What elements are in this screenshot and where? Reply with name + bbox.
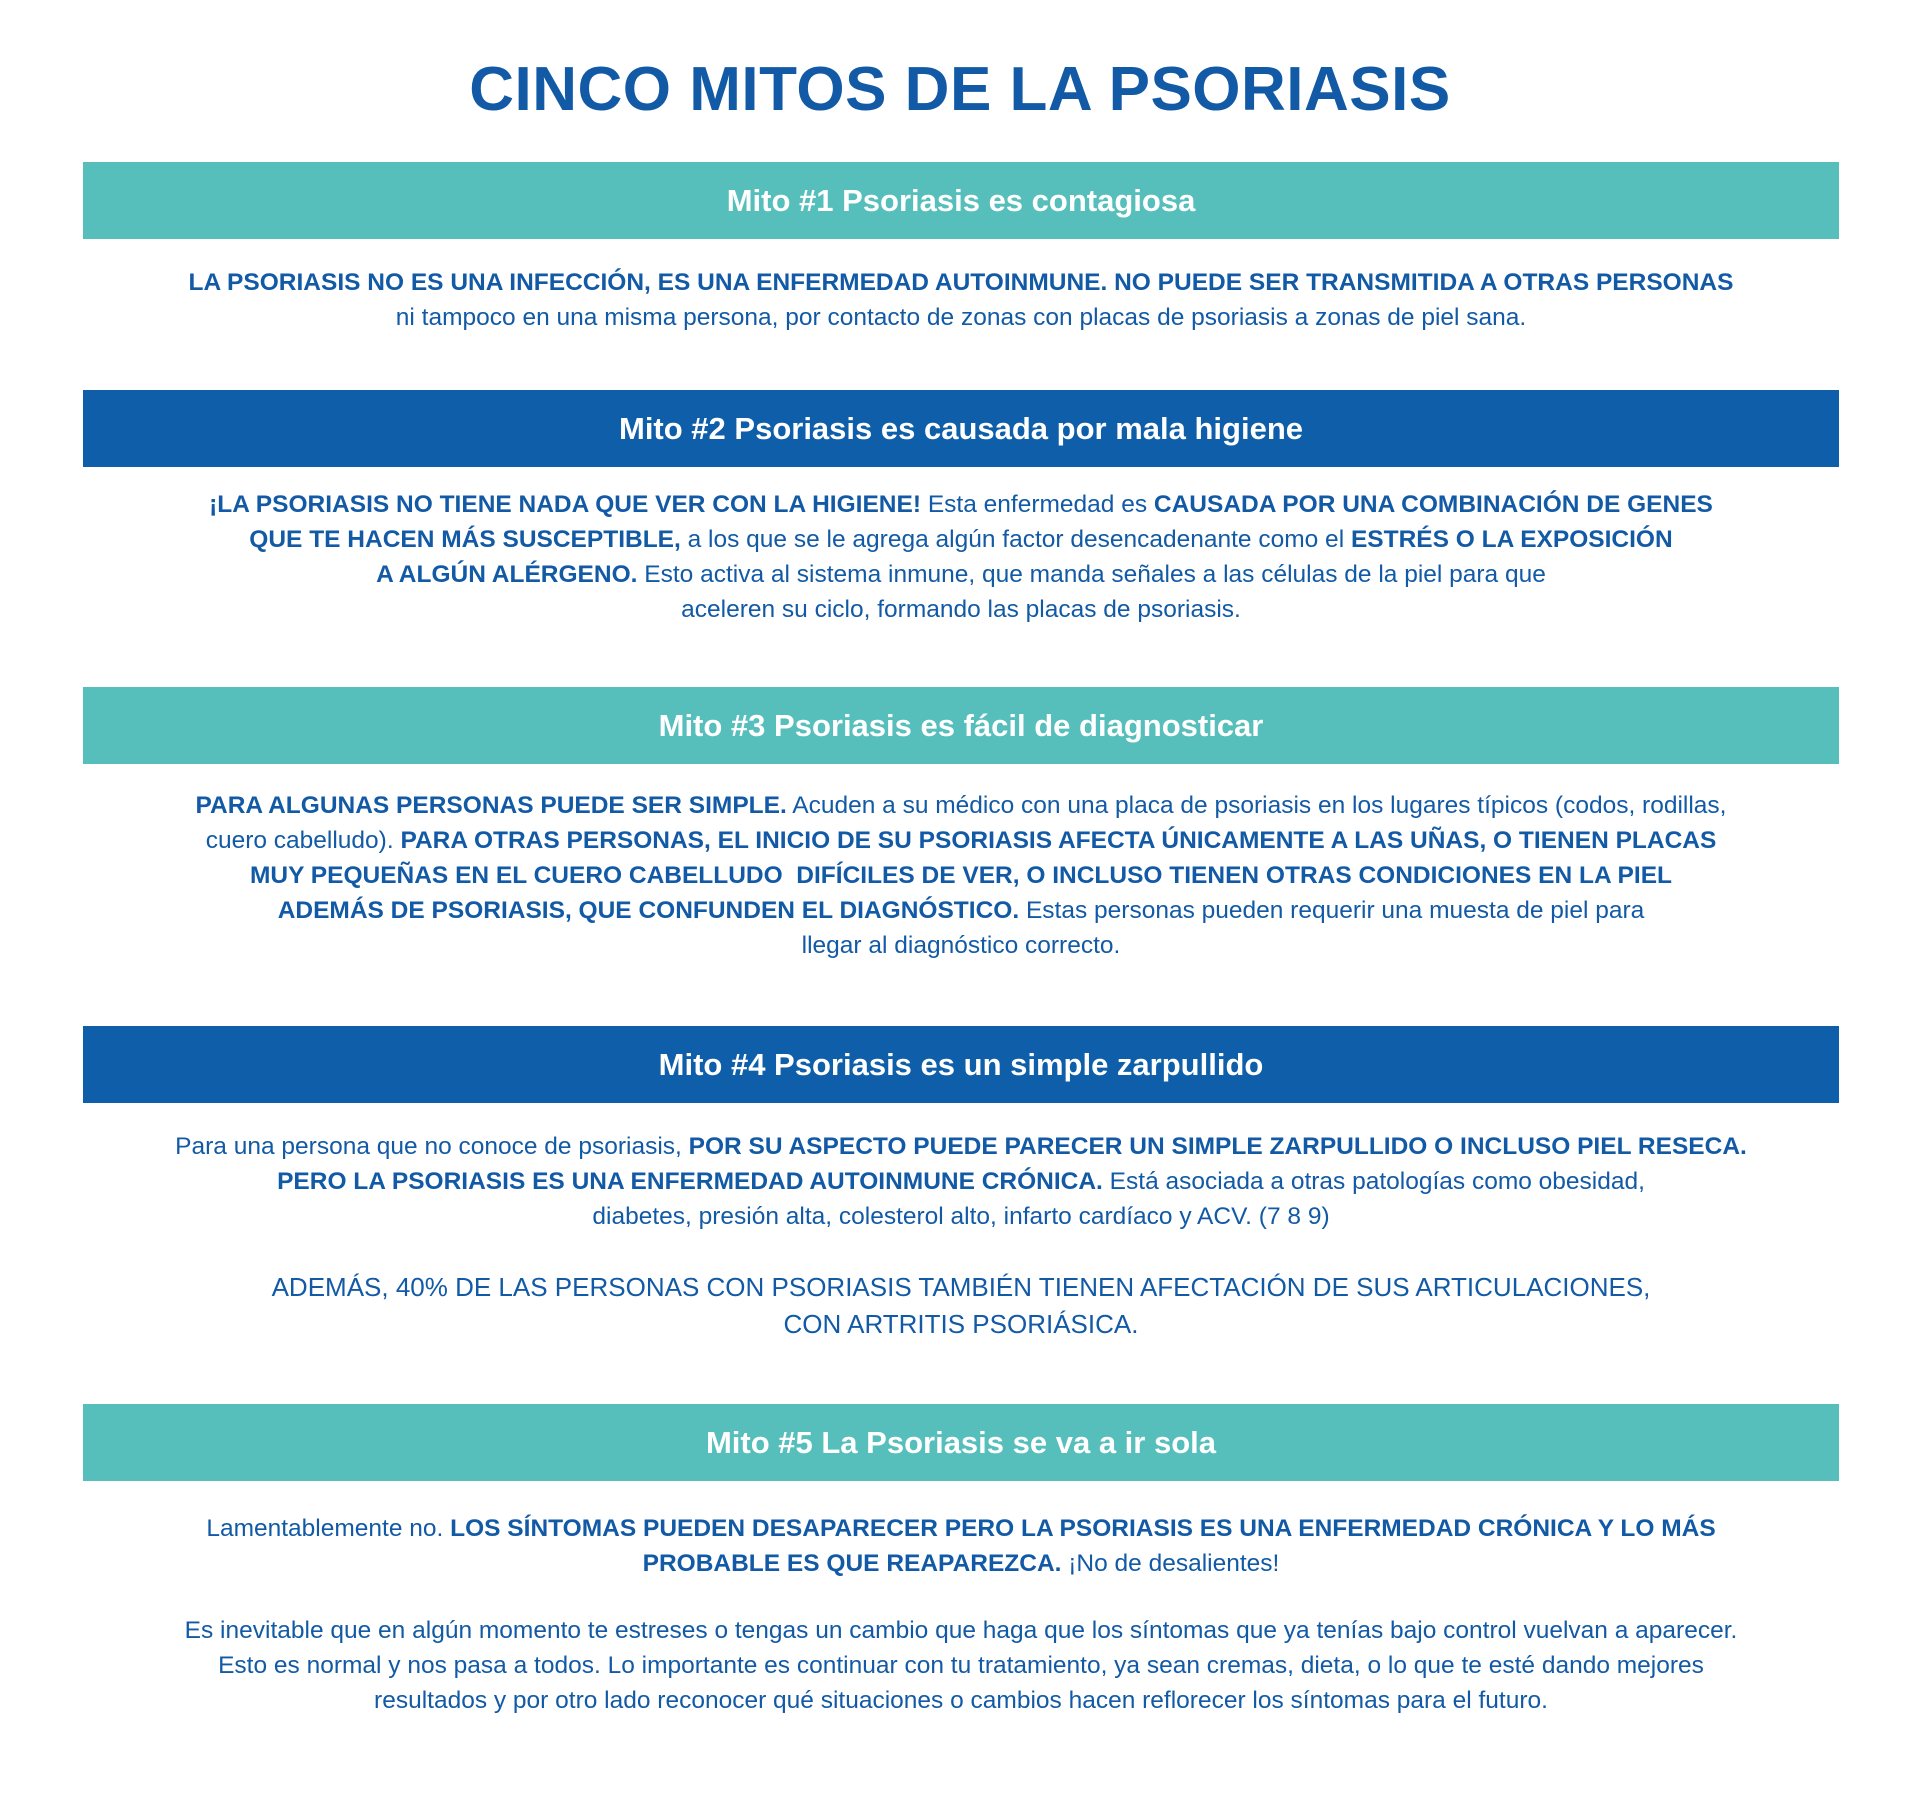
myth-2-header [83, 390, 1839, 467]
myth-3-line-2 [83, 823, 1839, 858]
myth-2-bold-text: CAUSADA POR UNA COMBINACIÓN DE GENES [1153, 491, 1713, 518]
myth-2-line-1 [83, 487, 1839, 522]
myth-4-paragraph-2 [83, 1269, 1839, 1343]
myth-4-text: Para una persona que no conoce de psoriasis, [175, 1133, 689, 1160]
myth-2-bold-text: ¡LA PSORIASIS NO TIENE NADA QUE VER CON LA HIGIENE! [209, 491, 922, 518]
myth-2-line-4 [83, 592, 1839, 627]
myth-5-heading: Mito #5 La Psoriasis se va a ir sola [705, 1424, 1217, 1460]
myth-4-body [83, 1129, 1839, 1234]
myth-5-p2-line-2: Esto es normal y nos pasa a todos. Lo importante es continuar con tu tratamiento, ya sean cremas, dieta, o lo que te esté dando mejores [218, 1652, 1704, 1679]
myth-4-bold-text: PERO LA PSORIASIS ES UNA ENFERMEDAD AUTOINMUNE CRÓNICA. [277, 1168, 1103, 1195]
myth-3-text: llegar al diagnóstico correcto. [801, 932, 1121, 959]
myth-3-bold-text: PARA ALGUNAS PERSONAS PUEDE SER SIMPLE. [195, 792, 787, 819]
myth-3-body [83, 788, 1839, 963]
myth-5-text: Lamentablemente no. [206, 1515, 451, 1542]
myth-2-text: Esto activa al sistema inmune, que manda señales a las células de la piel para que [637, 561, 1546, 588]
myth-3-header [83, 687, 1839, 764]
myth-3-heading: Mito #3 Psoriasis es fácil de diagnosticar [658, 707, 1264, 743]
myth-1-heading: Mito #1 Psoriasis es contagiosa [726, 182, 1196, 218]
myth-2-bold-text: QUE TE HACEN MÁS SUSCEPTIBLE, [249, 526, 681, 553]
myth-5-header [83, 1404, 1839, 1481]
myth-1-text: ni tampoco en una misma persona, por contacto de zonas con placas de psoriasis a zonas de piel sana. [395, 304, 1527, 331]
myth-3-line-5 [83, 928, 1839, 963]
myth-5-body [83, 1511, 1839, 1581]
myth-4-p2-line-2: CON ARTRITIS PSORIÁSICA. [783, 1309, 1139, 1339]
myth-2-text: Esta enfermedad es [921, 491, 1154, 518]
myth-4-text: diabetes, presión alta, colesterol alto, infarto cardíaco y ACV. (7 8 9) [592, 1203, 1330, 1230]
myth-2-bold-text: ESTRÉS O LA EXPOSICIÓN [1350, 526, 1673, 553]
myth-3-text: Acuden a su médico con una placa de psoriasis en los lugares típicos (codos, rodillas, [786, 792, 1727, 819]
myth-2-line-3 [83, 557, 1839, 592]
myth-1-line-2 [83, 300, 1839, 335]
myth-4-line-2 [83, 1164, 1839, 1199]
myth-3-bold-text: ADEMÁS DE PSORIASIS, QUE CONFUNDEN EL DIAGNÓSTICO. [277, 897, 1020, 924]
myth-2-line-2 [83, 522, 1839, 557]
myth-4-line-1 [83, 1129, 1839, 1164]
myth-2-text: a los que se le agrega algún factor desencadenante como el [680, 526, 1351, 553]
myth-5-p2-line-1: Es inevitable que en algún momento te estreses o tengas un cambio que haga que los síntomas que ya tenías bajo control vuelvan a aparecer. [184, 1617, 1738, 1644]
myth-5-bold-text: PROBABLE ES QUE REAPAREZCA. [642, 1550, 1062, 1577]
myth-5-paragraph-2 [83, 1613, 1839, 1718]
page-title: CINCO MITOS DE LA PSORIASIS [469, 55, 1451, 124]
myth-4-line-3 [83, 1199, 1839, 1234]
myth-3-text: Estas personas pueden requerir una muesta de piel para [1019, 897, 1645, 924]
myth-4-bold-text: POR SU ASPECTO PUEDE PARECER UN SIMPLE ZARPULLIDO O INCLUSO PIEL RESECA. [688, 1133, 1747, 1160]
myth-1-body [83, 265, 1839, 335]
myth-4-heading: Mito #4 Psoriasis es un simple zarpullido [658, 1046, 1264, 1082]
myth-3-line-4 [83, 893, 1839, 928]
myth-4-p2-line-1: ADEMÁS, 40% DE LAS PERSONAS CON PSORIASIS TAMBIÉN TIENEN AFECTACIÓN DE SUS ARTICULACIONES, [271, 1272, 1651, 1302]
myth-3-line-1 [83, 788, 1839, 823]
myth-5-line-1 [83, 1511, 1839, 1546]
myth-3-text: cuero cabelludo). [205, 827, 401, 854]
myth-3-bold-text: MUY PEQUEÑAS EN EL CUERO CABELLUDO DIFÍCILES DE VER, O INCLUSO TIENEN OTRAS CONDICIONES EN LA PIEL [249, 862, 1673, 889]
myth-1-bold-text: LA PSORIASIS NO ES UNA INFECCIÓN, ES UNA ENFERMEDAD AUTOINMUNE. NO PUEDE SER TRANSMITIDA A OTRAS PERSONAS [188, 269, 1734, 296]
myth-2-text: aceleren su ciclo, formando las placas de psoriasis. [681, 596, 1241, 623]
myth-5-text: ¡No de desalientes! [1061, 1550, 1280, 1577]
myth-3-bold-text: PARA OTRAS PERSONAS, EL INICIO DE SU PSORIASIS AFECTA ÚNICAMENTE A LAS UÑAS, O TIENEN PLACAS [400, 827, 1717, 854]
myth-5-bold-text: LOS SÍNTOMAS PUEDEN DESAPARECER PERO LA PSORIASIS ES UNA ENFERMEDAD CRÓNICA Y LO MÁS [450, 1515, 1716, 1542]
myth-5-p2-line-3: resultados y por otro lado reconocer qué situaciones o cambios hacen reflorecer los síntomas para el futuro. [374, 1687, 1548, 1714]
myth-5-line-2 [83, 1546, 1839, 1581]
myth-1-line-1 [83, 265, 1839, 300]
myth-1-header [83, 162, 1839, 239]
myth-3-line-3 [83, 858, 1839, 893]
myth-2-heading: Mito #2 Psoriasis es causada por mala higiene [619, 410, 1303, 446]
myth-4-header [83, 1026, 1839, 1103]
myth-4-text: Está asociada a otras patologías como obesidad, [1102, 1168, 1645, 1195]
myth-2-body [83, 487, 1839, 627]
myth-2-bold-text: A ALGÚN ALÉRGENO. [376, 561, 638, 588]
